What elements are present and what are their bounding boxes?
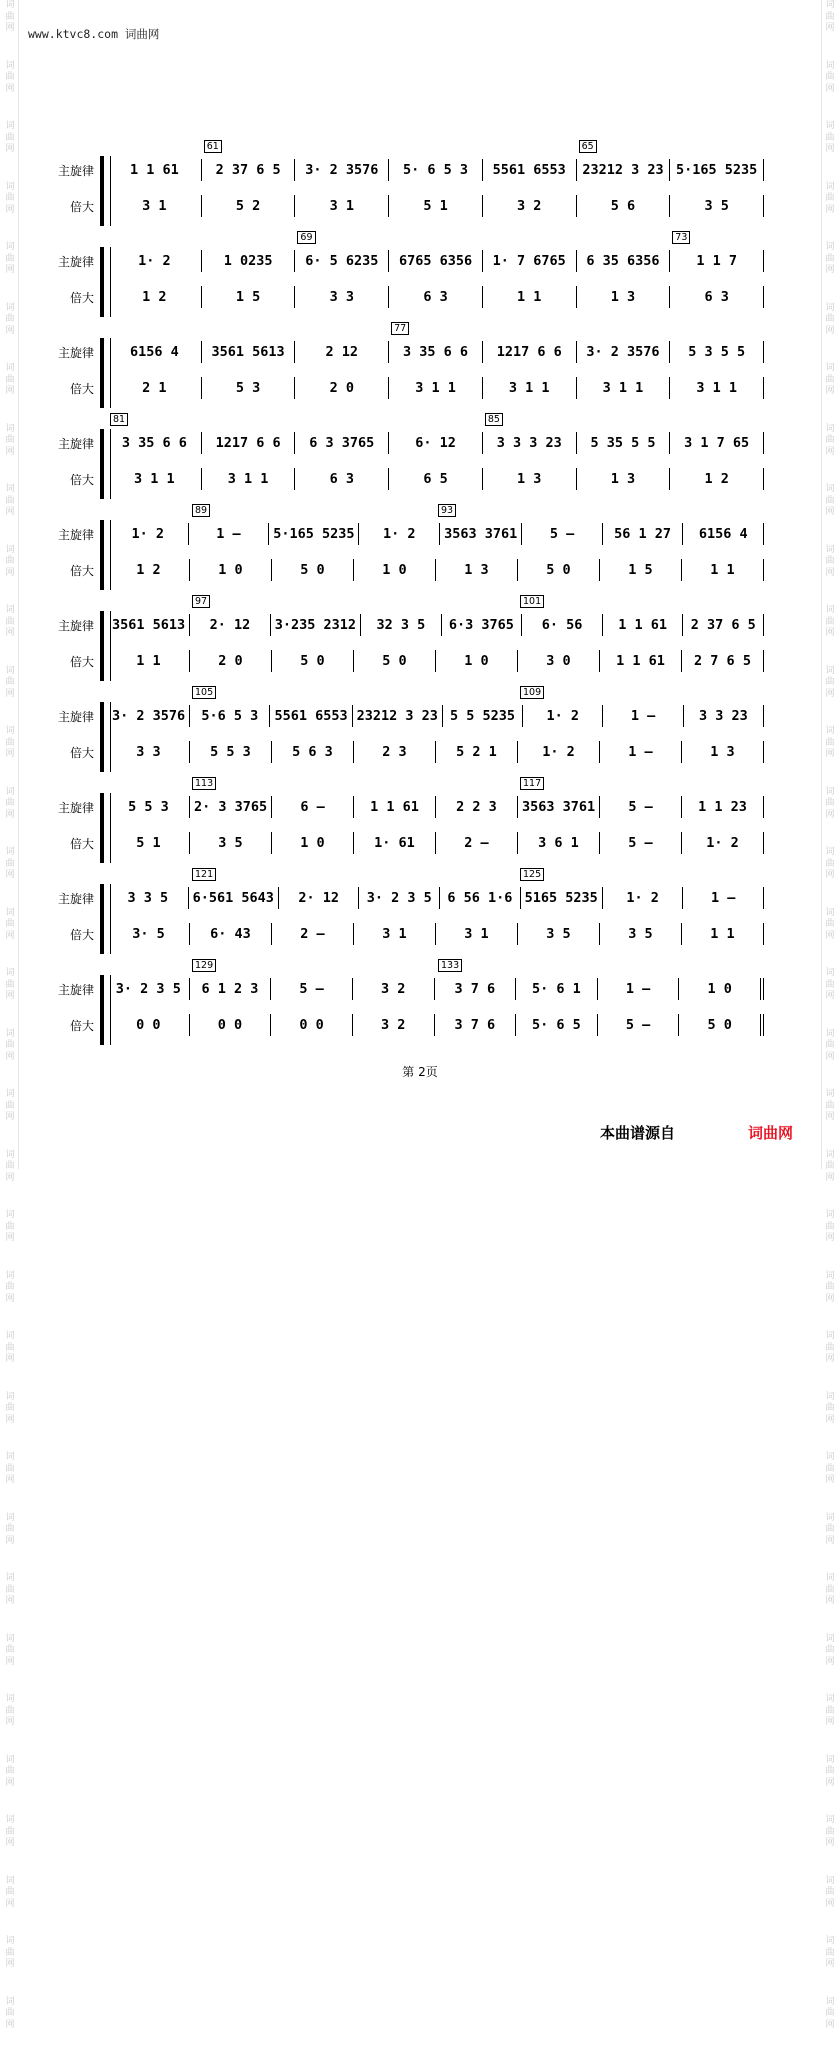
score-system	[0, 323, 840, 420]
measure-melody: 3 35 6 6	[389, 341, 483, 363]
part-label-harmony: 倍大	[69, 473, 94, 487]
measure-melody: 2· 12	[279, 887, 360, 909]
part-label-melody: 主旋律	[57, 346, 94, 360]
side-watermark-left: 词 曲 网 词 曲 网 词 曲 网 词 曲 网 词 曲 网 词 曲 网 词 曲 网 词 曲 网 词 曲 网 词 曲 网 词 曲 网 词 曲 网 词 曲 网 词 曲 网 词 曲 网 词 曲 网 词 曲 网 词 曲 网 词 曲 网 词 曲 网 词 曲 网 词 曲 网 词 曲 网 词 曲 网 词 曲 网 词 曲 网 词 曲 网 词 曲 网 词 曲 网 词 曲 网 词 曲 网 词 曲 网 词 曲 网 词 曲 网	[5, 0, 15, 2030]
measure-melody: 1 1 61	[354, 796, 436, 818]
measure-number: 105	[192, 686, 216, 699]
measure-harmony: 6· 43	[190, 923, 272, 945]
measure-melody: 56 1 27	[603, 523, 684, 545]
measure-harmony: 3 1	[354, 923, 436, 945]
measure-harmony: 1· 2	[682, 832, 764, 854]
staff-row-melody	[108, 249, 764, 273]
measure-melody: 3561 5613	[108, 614, 190, 636]
score-system	[0, 960, 840, 1057]
measure-harmony: 1 0	[272, 832, 354, 854]
measure-harmony: 1· 61	[354, 832, 436, 854]
measure-harmony: 1 3	[577, 468, 671, 490]
measure-melody: 1· 2	[108, 250, 202, 272]
measure-number: 117	[520, 777, 544, 790]
measure-harmony: 3 1 1	[577, 377, 671, 399]
measure-melody: 2 37 6 5	[683, 614, 764, 636]
measure-harmony: 6 3	[670, 286, 764, 308]
site-watermark-url: www.ktvc8.com 词曲网	[28, 27, 160, 41]
measure-harmony: 3· 5	[108, 923, 190, 945]
measure-harmony: 1 3	[577, 286, 671, 308]
measure-harmony: 5 6	[577, 195, 671, 217]
measure-melody: 3 2	[353, 978, 435, 1000]
measure-melody: 5 –	[271, 978, 353, 1000]
staff-row-harmony	[108, 285, 764, 309]
score-system	[0, 778, 840, 875]
measure-melody: 5 5 5235	[443, 705, 523, 727]
measure-harmony: 3 5	[670, 195, 764, 217]
measure-melody: 3 3 5	[108, 887, 189, 909]
staff-row-harmony	[108, 922, 764, 946]
measure-harmony: 5 0	[272, 650, 354, 672]
measure-harmony: 2 1	[108, 377, 202, 399]
measure-harmony: 1 1	[682, 923, 764, 945]
part-label-melody: 主旋律	[57, 892, 94, 906]
measure-harmony: 3 1	[436, 923, 518, 945]
measure-harmony: 3 1 1	[389, 377, 483, 399]
measure-melody: 6·3 3765	[442, 614, 523, 636]
measure-melody: 2· 12	[190, 614, 271, 636]
measure-harmony: 5 1	[108, 832, 190, 854]
staff-row-melody	[108, 431, 764, 455]
part-label-melody: 主旋律	[57, 801, 94, 815]
measure-harmony: 3 0	[518, 650, 600, 672]
measure-harmony: 3 1	[295, 195, 389, 217]
measure-melody: 5 –	[522, 523, 603, 545]
measure-harmony: 1 2	[108, 286, 202, 308]
measure-harmony: 1· 2	[518, 741, 600, 763]
measure-number: 89	[192, 504, 210, 517]
measure-melody: 6 56 1·6	[440, 887, 521, 909]
measure-harmony: 6 5	[389, 468, 483, 490]
measure-harmony: 1 1	[682, 559, 764, 581]
staff-row-harmony	[108, 467, 764, 491]
measure-melody: 23212 3 23	[353, 705, 443, 727]
part-label-melody: 主旋律	[57, 983, 94, 997]
measure-harmony: 1 0	[190, 559, 272, 581]
measure-harmony: 1 2	[670, 468, 764, 490]
measure-melody: 2 37 6 5	[202, 159, 296, 181]
measure-number: 97	[192, 595, 210, 608]
measure-number: 133	[438, 959, 462, 972]
measure-harmony: 5 2 1	[436, 741, 518, 763]
staff-row-harmony	[108, 831, 764, 855]
measure-harmony: 0 0	[190, 1014, 272, 1036]
measure-melody: 1· 7 6765	[483, 250, 577, 272]
measure-harmony: 1 0	[436, 650, 518, 672]
measure-harmony: 5· 6 5	[516, 1014, 598, 1036]
measure-harmony: 1 1	[483, 286, 577, 308]
measure-melody: 1 1 61	[108, 159, 202, 181]
measure-melody: 23212 3 23	[577, 159, 671, 181]
measure-melody: 1· 2	[108, 523, 189, 545]
measure-number: 101	[520, 595, 544, 608]
measure-melody: 1217 6 6	[202, 432, 296, 454]
measure-melody: 2 12	[295, 341, 389, 363]
measure-harmony: 3 1 1	[670, 377, 764, 399]
score-system	[0, 141, 840, 238]
measure-harmony: 2 –	[272, 923, 354, 945]
staff-row-harmony	[108, 194, 764, 218]
measure-melody: 5561 6553	[483, 159, 577, 181]
measure-melody: 3563 3761	[518, 796, 600, 818]
measure-harmony: 5 0	[518, 559, 600, 581]
measure-number: 77	[391, 322, 409, 335]
measure-harmony: 5 –	[598, 1014, 680, 1036]
measure-melody: 6· 56	[522, 614, 603, 636]
score-system	[0, 505, 840, 602]
measure-harmony: 5 0	[272, 559, 354, 581]
measure-harmony: 3 6 1	[518, 832, 600, 854]
measure-melody: 3· 2 3576	[577, 341, 671, 363]
measure-harmony: 2 7 6 5	[682, 650, 764, 672]
measure-harmony: 2 0	[190, 650, 272, 672]
measure-number: 85	[485, 413, 503, 426]
staff-row-melody	[108, 977, 764, 1001]
measure-harmony: 1 2	[108, 559, 190, 581]
measure-melody: 3· 2 3 5	[359, 887, 440, 909]
measure-harmony: 3 5	[190, 832, 272, 854]
measure-melody: 3· 2 3 5	[108, 978, 190, 1000]
measure-harmony: 5 0	[679, 1014, 764, 1036]
staff-row-melody	[108, 340, 764, 364]
measure-number: 69	[297, 231, 315, 244]
measure-harmony: 1 0	[354, 559, 436, 581]
page-number: 第 2页	[402, 1065, 438, 1079]
measure-melody: 5· 6 5 3	[389, 159, 483, 181]
measure-harmony: 3 3	[295, 286, 389, 308]
measure-melody: 5 5 3	[108, 796, 190, 818]
measure-melody: 6 1 2 3	[190, 978, 272, 1000]
side-watermark-right: 词 曲 网 词 曲 网 词 曲 网 词 曲 网 词 曲 网 词 曲 网 词 曲 网 词 曲 网 词 曲 网 词 曲 网 词 曲 网 词 曲 网 词 曲 网 词 曲 网 词 曲 网 词 曲 网 词 曲 网 词 曲 网 词 曲 网 词 曲 网 词 曲 网 词 曲 网 词 曲 网 词 曲 网 词 曲 网 词 曲 网 词 曲 网 词 曲 网 词 曲 网 词 曲 网 词 曲 网 词 曲 网 词 曲 网 词 曲 网	[825, 0, 835, 2030]
staff-row-harmony	[108, 558, 764, 582]
measure-melody: 6· 5 6235	[295, 250, 389, 272]
measure-melody: 1· 2	[523, 705, 603, 727]
measure-melody: 5 3 5 5	[670, 341, 764, 363]
measure-harmony: 0 0	[108, 1014, 190, 1036]
measure-melody: 1· 2	[359, 523, 440, 545]
part-label-harmony: 倍大	[69, 837, 94, 851]
measure-melody: 1 –	[683, 887, 764, 909]
measure-melody: 3 3 3 23	[483, 432, 577, 454]
measure-harmony: 3 1 1	[108, 468, 202, 490]
measure-number: 113	[192, 777, 216, 790]
part-label-melody: 主旋律	[57, 619, 94, 633]
measure-number: 125	[520, 868, 544, 881]
measure-harmony: 3 1	[108, 195, 202, 217]
measure-harmony: 5 3	[202, 377, 296, 399]
measure-harmony: 5 0	[354, 650, 436, 672]
part-label-melody: 主旋律	[57, 710, 94, 724]
measure-melody: 6156 4	[108, 341, 202, 363]
measure-melody: 5 35 5 5	[577, 432, 671, 454]
measure-melody: 2· 3 3765	[190, 796, 272, 818]
score-system	[0, 232, 840, 329]
measure-harmony: 1 –	[600, 741, 682, 763]
measure-harmony: 2 0	[295, 377, 389, 399]
staff-row-melody	[108, 158, 764, 182]
measure-melody: 3 3 23	[684, 705, 764, 727]
score-system	[0, 596, 840, 693]
measure-melody: 5· 6 1	[516, 978, 598, 1000]
measure-melody: 1 1 7	[670, 250, 764, 272]
measure-number: 121	[192, 868, 216, 881]
measure-harmony: 3 5	[518, 923, 600, 945]
measure-harmony: 1 3	[682, 741, 764, 763]
measure-harmony: 6 3	[389, 286, 483, 308]
measure-melody: 1 1 23	[682, 796, 764, 818]
measure-harmony: 2 3	[354, 741, 436, 763]
measure-melody: 5165 5235	[521, 887, 603, 909]
part-label-melody: 主旋律	[57, 164, 94, 178]
measure-harmony: 1 5	[202, 286, 296, 308]
measure-harmony: 3 2	[353, 1014, 435, 1036]
measure-number: 93	[438, 504, 456, 517]
measure-melody: 6 3 3765	[295, 432, 389, 454]
staff-row-melody	[108, 886, 764, 910]
measure-melody: 3 1 7 65	[670, 432, 764, 454]
measure-melody: 6156 4	[683, 523, 764, 545]
measure-melody: 1 0	[679, 978, 764, 1000]
measure-number: 129	[192, 959, 216, 972]
measure-melody: 1· 2	[603, 887, 684, 909]
measure-melody: 2 2 3	[436, 796, 518, 818]
score-system	[0, 414, 840, 511]
measure-number: 65	[579, 140, 597, 153]
measure-melody: 3·235 2312	[271, 614, 361, 636]
measure-melody: 6·561 5643	[189, 887, 279, 909]
staff-row-melody	[108, 704, 764, 728]
measure-harmony: 5 5 3	[190, 741, 272, 763]
measure-number: 61	[204, 140, 222, 153]
measure-harmony: 3 5	[600, 923, 682, 945]
measure-melody: 6 35 6356	[577, 250, 671, 272]
measure-melody: 3· 2 3576	[295, 159, 389, 181]
footer-brand: 词曲网	[748, 1124, 794, 1142]
measure-harmony: 3 7 6	[435, 1014, 517, 1036]
measure-melody: 1 –	[603, 705, 683, 727]
part-label-melody: 主旋律	[57, 255, 94, 269]
measure-melody: 6765 6356	[389, 250, 483, 272]
measure-melody: 32 3 5	[361, 614, 442, 636]
measure-number: 73	[672, 231, 690, 244]
staff-row-harmony	[108, 649, 764, 673]
measure-melody: 5·165 5235	[269, 523, 359, 545]
measure-harmony: 3 1 1	[483, 377, 577, 399]
measure-number: 109	[520, 686, 544, 699]
part-label-harmony: 倍大	[69, 382, 94, 396]
measure-harmony: 2 –	[436, 832, 518, 854]
measure-melody: 5·6 5 3	[190, 705, 270, 727]
measure-melody: 6· 12	[389, 432, 483, 454]
measure-melody: 1217 6 6	[483, 341, 577, 363]
measure-melody: 5561 6553	[270, 705, 352, 727]
measure-harmony: 3 1 1	[202, 468, 296, 490]
part-label-harmony: 倍大	[69, 200, 94, 214]
measure-harmony: 5 –	[600, 832, 682, 854]
measure-harmony: 1 5	[600, 559, 682, 581]
measure-melody: 3· 2 3576	[108, 705, 190, 727]
measure-melody: 1 –	[598, 978, 680, 1000]
measure-harmony: 3 3	[108, 741, 190, 763]
measure-melody: 3563 3761	[440, 523, 522, 545]
measure-harmony: 1 1 61	[600, 650, 682, 672]
part-label-harmony: 倍大	[69, 564, 94, 578]
measure-harmony: 5 6 3	[272, 741, 354, 763]
measure-melody: 3 35 6 6	[108, 432, 202, 454]
staff-row-melody	[108, 795, 764, 819]
part-label-harmony: 倍大	[69, 746, 94, 760]
measure-harmony: 0 0	[271, 1014, 353, 1036]
staff-row-harmony	[108, 376, 764, 400]
part-label-melody: 主旋律	[57, 528, 94, 542]
measure-melody: 3561 5613	[202, 341, 296, 363]
measure-harmony: 6 3	[295, 468, 389, 490]
measure-melody: 1 –	[189, 523, 270, 545]
staff-row-harmony	[108, 1013, 764, 1037]
measure-melody: 1 1 61	[603, 614, 684, 636]
staff-row-harmony	[108, 740, 764, 764]
measure-melody: 1 0235	[202, 250, 296, 272]
measure-harmony: 5 2	[202, 195, 296, 217]
measure-melody: 6 –	[272, 796, 354, 818]
part-label-melody: 主旋律	[57, 437, 94, 451]
measure-harmony: 3 2	[483, 195, 577, 217]
part-label-harmony: 倍大	[69, 1019, 94, 1033]
score-system	[0, 869, 840, 966]
measure-harmony: 1 3	[436, 559, 518, 581]
measure-harmony: 1 3	[483, 468, 577, 490]
measure-melody: 3 7 6	[435, 978, 517, 1000]
measure-melody: 5 –	[600, 796, 682, 818]
part-label-harmony: 倍大	[69, 928, 94, 942]
score-system	[0, 687, 840, 784]
measure-harmony: 5 1	[389, 195, 483, 217]
measure-melody: 5·165 5235	[670, 159, 764, 181]
measure-number: 81	[110, 413, 128, 426]
part-label-harmony: 倍大	[69, 291, 94, 305]
measure-harmony: 1 1	[108, 650, 190, 672]
staff-row-melody	[108, 522, 764, 546]
staff-row-melody	[108, 613, 764, 637]
part-label-harmony: 倍大	[69, 655, 94, 669]
footer-source-label: 本曲谱源自	[600, 1124, 676, 1142]
